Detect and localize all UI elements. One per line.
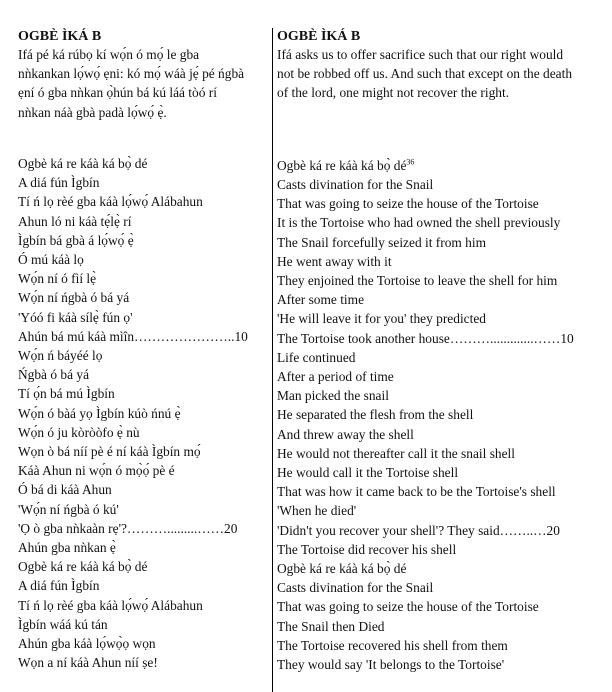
english-verse-line: That was going to seize the house of the Tortoise [277, 599, 539, 615]
yoruba-verse-line: Ahún bá mú káà mìîn…………………..10 [18, 328, 248, 344]
english-verse-line: Ogbè ká re káà ká bọ̀ dé [277, 561, 407, 576]
yoruba-title: OGBÈ ÌKÁ B [18, 29, 102, 44]
yoruba-verse-line: Wọ́n ó bàá yọ Ìgbín kúò ńnú ẹ̀ [18, 405, 181, 421]
english-verse-line: He separated the flesh from the shell [277, 407, 474, 423]
english-verse-first-line [277, 156, 414, 175]
yoruba-verse-line: Tí ń lọ rèé gba káà lọ́wọ́ Alábahun [18, 194, 203, 210]
yoruba-intro [18, 45, 244, 122]
yoruba-verse-line: Wọ́n ní ó fìí lẹ̀ [18, 271, 97, 287]
yoruba-verse-line: 'Wọ́n ní ńgbà ó kú' [18, 501, 119, 517]
yoruba-verse-line: Wọ́n ó ju kòròòfo ẹ̀ nù [18, 424, 140, 440]
yoruba-verse-line: Káà Ahun ni wọ́n ó mọ̀ọ́ pè é [18, 463, 175, 479]
english-verse-line: The Tortoise recovered his shell from them [277, 637, 508, 653]
english-verse-line: Life continued [277, 349, 356, 365]
english-title: OGBÈ ÌKÁ B [277, 29, 361, 44]
english-verse-line: He would call it the Tortoise shell [277, 465, 459, 480]
english-verse-line: They would say 'It belongs to the Tortoise' [277, 657, 505, 672]
english-verse-line: Man picked the snail [277, 388, 389, 404]
english-verse-line: Ogbè ká re káà ká bọ̀ dé [277, 158, 407, 173]
english-intro-line: of the lord, one might not recover the right. [277, 85, 510, 101]
yoruba-verse-line: Wọ́n ní ńgbà ó bá yá [18, 290, 130, 306]
yoruba-verse-line: A diá fún Ìgbín [18, 578, 100, 594]
yoruba-verse-line: Ńgbà ó bá yá [18, 367, 90, 383]
yoruba-verse-line: 'Ọ ò gba nǹkaàn rẹ'?……….........……20 [18, 520, 238, 536]
yoruba-verse-line: Ìgbín wáá kú tán [18, 616, 108, 632]
yoruba-intro-line: nǹkan náà gbà padà lọ́wọ́ ẹ̀. [18, 104, 167, 120]
english-verse-line: 'Didn't you recover your shell'? They said……..…20 [277, 522, 560, 538]
english-verse-line: He would not thereafter call it the snail shell [277, 445, 515, 461]
english-verse-line: Casts divination for the Snail [277, 580, 434, 596]
english-verse-line: After a period of time [277, 369, 394, 384]
english-intro-line: not be robbed off us. And such that except on the death [277, 66, 573, 82]
yoruba-verse-line: Tí ọ́n bá mú Ìgbín [18, 386, 115, 402]
yoruba-verse-line: Wọn ò bá níí pè é ní káà Ìgbín mọ́ [18, 444, 201, 459]
english-verse-line: He went away with it [277, 253, 392, 269]
english-verse-line: After some time [277, 292, 365, 308]
english-verse-line: The Tortoise took another house……….............……10 [277, 330, 574, 346]
english-verse-line: 'When he died' [277, 503, 357, 519]
yoruba-verse-line: Ogbè ká re káà ká bọ̀ dé [18, 156, 148, 171]
yoruba-intro-line: ẹní ó gba nǹkan ọ̀hún bá kú láá tòó rí [18, 85, 217, 101]
english-verse-line: It is the Tortoise who had owned the shell previously [277, 215, 561, 231]
english-verse-line: 'He will leave it for you' they predicted [277, 311, 486, 327]
english-intro-line: Ifá asks us to offer sacrifice such that our right would [277, 47, 564, 62]
yoruba-verse-line: A diá fún Ìgbín [18, 175, 100, 191]
yoruba-verse-line: Ahun ló ni káà tẹ́lẹ̀ rí [18, 213, 132, 229]
yoruba-intro-line: nǹkankan lọ́wọ́ ẹni: kó mọ́ wáà jẹ́ pé ńgbà [18, 66, 245, 82]
english-verse-line: And threw away the shell [277, 426, 414, 442]
column-divider [272, 28, 273, 692]
english-verse-line: That was going to seize the house of the Tortoise [277, 196, 539, 212]
english-verse-line: They enjoined the Tortoise to leave the shell for him [277, 273, 558, 288]
english-verse-line: The Snail then Died [277, 618, 385, 634]
english-intro [277, 45, 572, 103]
yoruba-verse-line: Wọn a ní káà Ahun níí ṣe! [18, 655, 158, 671]
yoruba-verse-line: 'Yóó fi káà sílẹ̀ fún ọ' [18, 309, 133, 325]
yoruba-verse-line: Ogbè ká re káà ká bọ̀ dé [18, 559, 148, 575]
yoruba-verse-line: Ìgbín bá gbà á lọ́wọ́ ẹ̀ [18, 232, 134, 248]
english-verse-line: Casts divination for the Snail [277, 177, 434, 192]
yoruba-verse-line: Ó mú káà lọ [18, 252, 84, 267]
english-verse-line: That was how it came back to be the Tortoise's shell [277, 484, 556, 500]
yoruba-verse-line: Ahún gba nǹkan ẹ̀ [18, 540, 116, 555]
footnote-marker: 36 [406, 157, 415, 167]
english-verse-line: The Snail forcefully seized it from him [277, 234, 486, 250]
yoruba-verse-line: Tí ń lọ rèé gba káà lọ́wọ́ Alábahun [18, 597, 203, 613]
yoruba-verse-line: Wọ́n ń báyéé lọ [18, 348, 103, 363]
yoruba-verse-line: Ahún gba káà lọ́wọ̀ọ wọn [18, 636, 156, 651]
english-verse-line: The Tortoise did recover his shell [277, 541, 457, 557]
yoruba-verse-line: Ó bá di káà Ahun [18, 482, 112, 498]
yoruba-intro-line: Ifá pé ká rúbọ kí wọ́n ó mọ́ le gba [18, 47, 200, 62]
